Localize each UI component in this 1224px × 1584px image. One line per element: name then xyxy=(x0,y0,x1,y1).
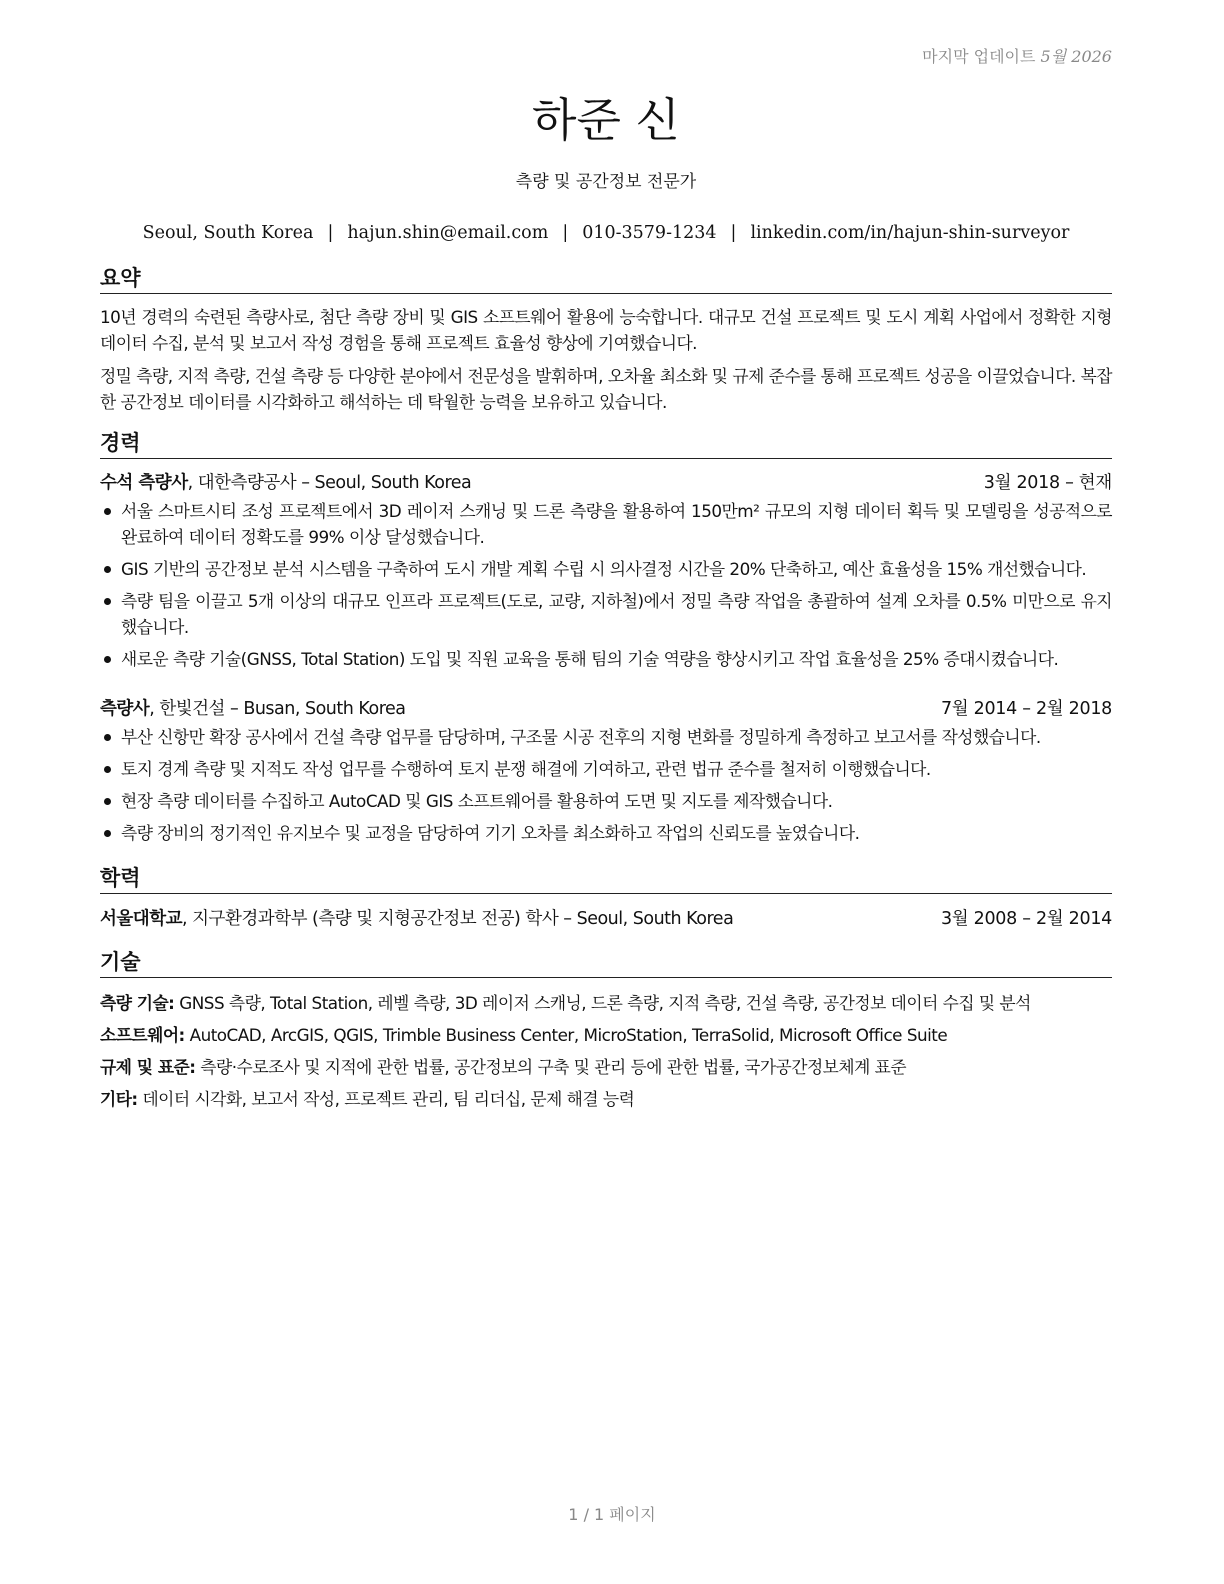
job-company: , 한빛건설 – Busan, South Korea xyxy=(149,699,406,719)
section-title-experience: 경력 xyxy=(100,429,1112,459)
summary-paragraph: 10년 경력의 숙련된 측량사로, 첨단 측량 장비 및 GIS 소프트웨어 활용에 능숙합니다. 대규모 건설 프로젝트 및 도시 계획 사업에서 정확한 지형 데이터 수집, 분석 및 보고서 작성 경험을 통해 프로젝트 효율성 향상에 기여했습니다. xyxy=(100,307,1112,353)
skills-list xyxy=(100,990,1112,1112)
contact-separator: | xyxy=(562,223,569,243)
skill-value: GNSS 측량, Total Station, 레벨 측량, 3D 레이저 스캐닝, 드론 측량, 지적 측량, 건설 측량, 공간정보 데이터 수집 및 분석 xyxy=(174,993,1031,1013)
contact-separator: | xyxy=(730,223,737,243)
contact-separator: | xyxy=(327,223,334,243)
education-entry xyxy=(100,906,1112,932)
job-bullet: 새로운 측량 기술(GNSS, Total Station) 도입 및 직원 교육을 통해 팀의 기술 역량을 향상시키고 작업 효율성을 25% 증대시켰습니다. xyxy=(100,646,1112,672)
last-updated-date: 5월 2026 xyxy=(1040,47,1112,66)
job-bullet: GIS 기반의 공간정보 분석 시스템을 구축하여 도시 개발 계획 수립 시 의사결정 시간을 20% 단축하고, 예산 효율성을 15% 개선했습니다. xyxy=(100,556,1112,582)
skill-value: 측량·수로조사 및 지적에 관한 법률, 공간정보의 구축 및 관리 등에 관한 법률, 국가공간정보체계 표준 xyxy=(195,1057,907,1077)
resume-content xyxy=(100,40,1112,1112)
section-title-education: 학력 xyxy=(100,864,1112,894)
job-entry xyxy=(100,696,1112,846)
candidate-name: 하준 신 xyxy=(532,93,680,147)
contact-location: Seoul, South Korea xyxy=(142,223,314,243)
job-title: 측량사 xyxy=(100,699,150,719)
skill-label: 측량 기술: xyxy=(100,993,175,1013)
page-indicator: 1 / 1 페이지 xyxy=(568,1505,656,1524)
skill-label: 기타: xyxy=(100,1089,138,1109)
job-header xyxy=(100,696,1112,722)
job-bullet-list xyxy=(100,498,1112,672)
contact-linkedin[interactable]: linkedin.com/in/hajun-shin-surveyor xyxy=(750,223,1070,243)
job-bullet: 부산 신항만 확장 공사에서 건설 측량 업무를 담당하며, 구조물 시공 전후의 지형 변화를 정밀하게 측정하고 보고서를 작성했습니다. xyxy=(100,724,1112,750)
job-bullet-list xyxy=(100,724,1112,846)
job-header xyxy=(100,470,1112,496)
skill-item xyxy=(100,1086,1112,1112)
job-entry xyxy=(100,470,1112,672)
section-title-skills: 기술 xyxy=(100,948,1112,978)
job-dates: 7월 2014 – 2월 2018 xyxy=(940,699,1112,719)
skill-label: 규제 및 표준: xyxy=(100,1057,196,1077)
job-company: , 대한측량공사 – Seoul, South Korea xyxy=(187,473,472,493)
job-title: 수석 측량사 xyxy=(100,473,188,493)
skill-item xyxy=(100,1022,1112,1048)
job-dates: 3월 2018 – 현재 xyxy=(983,473,1112,493)
education-dates: 3월 2008 – 2월 2014 xyxy=(940,909,1112,929)
skill-value: AutoCAD, ArcGIS, QGIS, Trimble Business Center, MicroStation, TerraSolid, Microsoft Office Suite xyxy=(184,1025,948,1045)
summary-paragraph: 정밀 측량, 지적 측량, 건설 측량 등 다양한 분야에서 전문성을 발휘하며, 오차율 최소화 및 규제 준수를 통해 프로젝트 성공을 이끌었습니다. 복잡한 공간정보 데이터를 시각화하고 해석하는 데 탁월한 능력을 보유하고 있습니다. xyxy=(100,366,1112,412)
skill-item xyxy=(100,990,1112,1016)
contact-phone: 010-3579-1234 xyxy=(582,223,717,243)
candidate-headline: 측량 및 공간정보 전문가 xyxy=(515,172,697,192)
education-school: 서울대학교 xyxy=(100,909,183,929)
skill-label: 소프트웨어: xyxy=(100,1025,185,1045)
job-bullet: 측량 팀을 이끌고 5개 이상의 대규모 인프라 프로젝트(도로, 교량, 지하철)에서 정밀 측량 작업을 총괄하여 설계 오차를 0.5% 미만으로 유지했습니다. xyxy=(100,588,1112,640)
job-title-line xyxy=(100,696,406,722)
education-line xyxy=(100,906,733,932)
job-bullet: 서울 스마트시티 조성 프로젝트에서 3D 레이저 스캐닝 및 드론 측량을 활용하여 150만m² 규모의 지형 데이터 획득 및 모델링을 성공적으로 완료하여 데이터 정확도를 99% 이상 달성했습니다. xyxy=(100,498,1112,550)
job-bullet: 측량 장비의 정기적인 유지보수 및 교정을 담당하여 기기 오차를 최소화하고 작업의 신뢰도를 높였습니다. xyxy=(100,820,1112,846)
last-updated-label: 마지막 업데이트 xyxy=(922,47,1036,66)
skill-item xyxy=(100,1054,1112,1080)
job-title-line xyxy=(100,470,471,496)
education-detail: , 지구환경과학부 (측량 및 지형공간정보 전공) 학사 – Seoul, South Korea xyxy=(182,909,734,929)
job-bullet: 현장 측량 데이터를 수집하고 AutoCAD 및 GIS 소프트웨어를 활용하여 도면 및 지도를 제작했습니다. xyxy=(100,788,1112,814)
section-title-summary: 요약 xyxy=(100,264,1112,294)
job-bullet: 토지 경계 측량 및 지적도 작성 업무를 수행하여 토지 분쟁 해결에 기여하고, 관련 법규 준수를 철저히 이행했습니다. xyxy=(100,756,1112,782)
skill-value: 데이터 시각화, 보고서 작성, 프로젝트 관리, 팀 리더십, 문제 해결 능력 xyxy=(137,1089,635,1109)
contact-line xyxy=(100,221,1112,245)
contact-email[interactable]: hajun.shin@email.com xyxy=(347,223,549,243)
